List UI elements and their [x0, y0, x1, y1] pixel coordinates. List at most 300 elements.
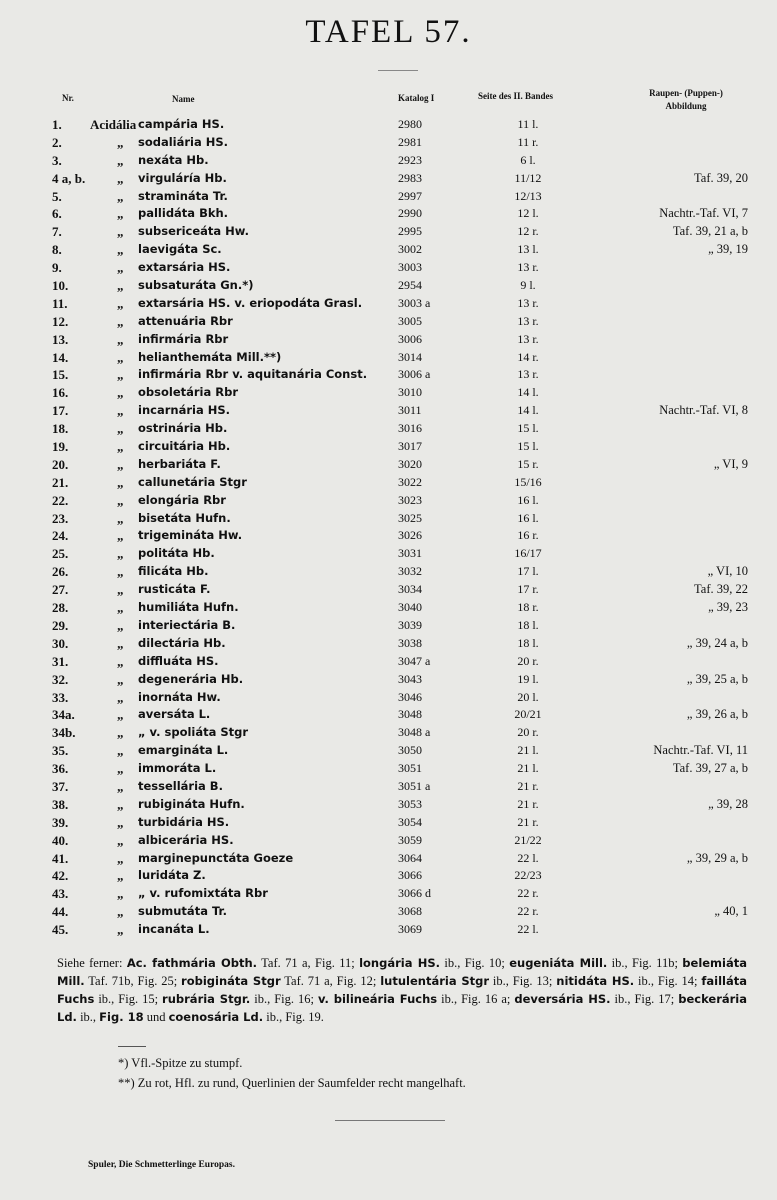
row-species: degenerária Hb. [138, 671, 244, 686]
row-seite: 20 r. [517, 653, 539, 668]
row-species: inornáta Hw. [138, 689, 221, 704]
row-number: 24. [52, 528, 69, 544]
column-header-katalog: Katalog I [398, 93, 435, 103]
row-seite: 21 r. [517, 814, 539, 829]
row-ditto-mark: „ [117, 546, 124, 562]
row-raupen: „ 39, 19 [708, 242, 748, 257]
row-ditto-mark: „ [117, 850, 124, 866]
row-ditto-mark: „ [117, 349, 124, 365]
row-ditto-mark: „ [117, 778, 124, 794]
row-species: subsericeáta Hw. [138, 224, 250, 239]
row-katalog: 3051 [398, 761, 422, 776]
row-katalog: 3003 a [398, 295, 431, 310]
row-genus: Acidália [90, 117, 137, 132]
row-ditto-mark: „ [117, 922, 124, 938]
row-seite: 14 l. [517, 385, 539, 400]
row-ditto-mark: „ [117, 403, 124, 419]
row-number: 34b. [52, 725, 76, 741]
row-number: 44. [52, 904, 69, 920]
row-seite: 6 l. [520, 152, 536, 167]
row-katalog: 3069 [398, 922, 422, 937]
row-raupen: Taf. 39, 21 a, b [672, 224, 748, 239]
row-ditto-mark: „ [117, 725, 124, 741]
row-species: filicáta Hb. [138, 564, 209, 579]
see-also-text: ib., Fig. 16; [250, 992, 318, 1006]
table-row [0, 438, 777, 456]
row-species: incarnária HS. [138, 403, 230, 418]
table-row [0, 545, 777, 563]
row-raupen: Nachtr.-Taf. VI, 7 [659, 206, 748, 221]
row-katalog: 3034 [398, 582, 422, 597]
row-number: 19. [52, 439, 69, 455]
row-raupen: „ 39, 24 a, b [686, 635, 748, 650]
row-ditto-mark: „ [117, 635, 124, 651]
row-ditto-mark: „ [117, 814, 124, 830]
row-katalog: 2954 [398, 278, 422, 293]
row-raupen: „ 39, 23 [708, 600, 748, 615]
row-number: 16. [52, 385, 69, 401]
row-seite: 20/21 [514, 707, 542, 722]
row-raupen: „ 40, 1 [714, 904, 748, 919]
table-row [0, 814, 777, 832]
row-number: 36. [52, 761, 69, 777]
column-header-seite: Seite des II. Bandes [478, 91, 554, 101]
row-seite: 12/13 [514, 188, 542, 203]
row-katalog: 3039 [398, 617, 422, 632]
row-number: 33. [52, 689, 69, 705]
row-katalog: 3011 [398, 403, 422, 418]
see-also-species: longária HS. [359, 956, 440, 970]
see-also-species: coenosária Ld. [168, 1010, 264, 1024]
row-ditto-mark: „ [117, 904, 124, 920]
row-number: 9. [52, 260, 62, 276]
row-seite: 17 r. [517, 582, 539, 597]
row-seite: 12 l. [517, 206, 539, 221]
table-row [0, 671, 777, 689]
row-number: 17. [52, 403, 69, 419]
table-row [0, 742, 777, 760]
row-katalog: 3064 [398, 850, 422, 865]
row-katalog: 3053 [398, 796, 422, 811]
row-katalog: 3020 [398, 456, 422, 471]
row-species: turbidária HS. [138, 814, 230, 829]
row-species: emargináta L. [138, 743, 229, 758]
row-raupen: „ 39, 29 a, b [686, 850, 748, 865]
row-species: nexáta Hb. [138, 152, 209, 167]
row-species: ostrinária Hb. [138, 421, 228, 436]
row-number: 5. [52, 188, 62, 204]
row-seite: 13 r. [517, 331, 539, 346]
row-seite: 20 r. [517, 725, 539, 740]
row-ditto-mark: „ [117, 439, 124, 455]
row-species: humiliáta Hufn. [138, 600, 239, 615]
row-seite: 13 r. [517, 313, 539, 328]
row-ditto-mark: „ [117, 421, 124, 437]
row-number: 14. [52, 349, 69, 365]
row-seite: 16/17 [514, 546, 542, 561]
column-header-nr: Nr. [62, 93, 74, 103]
table-row [0, 116, 777, 134]
row-number: 31. [52, 653, 69, 669]
row-ditto-mark: „ [117, 474, 124, 490]
row-species: elongária Rbr [138, 492, 226, 507]
row-number: 3. [52, 152, 62, 168]
table-row [0, 724, 777, 742]
row-seite: 15 l. [517, 439, 539, 454]
row-number: 1. [52, 117, 62, 132]
column-header-raupen-line1: Raupen- (Puppen-) [649, 88, 723, 98]
row-number: 20. [52, 456, 69, 472]
see-also-text: ib., Fig. 17; [610, 992, 679, 1006]
table-row [0, 850, 777, 868]
see-also-species: beckerária Ld. [57, 992, 748, 1024]
row-seite: 11 l. [517, 117, 539, 131]
row-number: 39. [52, 814, 69, 830]
table-row [0, 241, 777, 259]
row-species: interiectária B. [138, 617, 236, 632]
row-ditto-mark: „ [117, 582, 124, 598]
row-species: campária HS. [138, 117, 225, 131]
row-species: tessellária B. [138, 778, 223, 793]
row-ditto-mark: „ [117, 242, 124, 258]
row-katalog: 2981 [398, 134, 422, 149]
row-species: rubigináta Hufn. [138, 796, 245, 811]
row-ditto-mark: „ [117, 224, 124, 240]
row-katalog: 3047 a [398, 653, 431, 668]
table-row [0, 510, 777, 528]
row-species: submutáta Tr. [138, 904, 227, 919]
row-species: bisetáta Hufn. [138, 510, 231, 525]
see-also-species: eugeniáta Mill. [509, 956, 608, 970]
table-row [0, 259, 777, 277]
row-ditto-mark: „ [117, 761, 124, 777]
table-row [0, 867, 777, 885]
row-ditto-mark: „ [117, 278, 124, 294]
table-row [0, 295, 777, 313]
row-katalog: 3031 [398, 546, 422, 561]
row-seite: 22 l. [517, 850, 539, 865]
table-row [0, 152, 777, 170]
row-seite: 15/16 [514, 474, 542, 489]
row-ditto-mark: „ [117, 456, 124, 472]
row-raupen: „ VI, 10 [707, 564, 748, 579]
row-species: helianthemáta Mill.**) [138, 349, 282, 364]
table-row [0, 366, 777, 384]
row-seite: 20 l. [517, 689, 539, 704]
row-seite: 13 r. [517, 295, 539, 310]
table-row [0, 903, 777, 921]
row-seite: 21 r. [517, 796, 539, 811]
row-ditto-mark: „ [117, 528, 124, 544]
row-species: marginepunctáta Goeze [138, 850, 294, 865]
row-number: 28. [52, 600, 69, 616]
row-number: 13. [52, 331, 69, 347]
see-also-text: ib., Fig. 15; [94, 992, 163, 1006]
row-katalog: 2923 [398, 152, 422, 167]
row-number: 42. [52, 868, 69, 884]
table-row [0, 402, 777, 420]
row-species: luridáta Z. [138, 868, 206, 883]
row-number: 25. [52, 546, 69, 562]
row-seite: 22 l. [517, 922, 539, 937]
row-ditto-mark: „ [117, 707, 124, 723]
table-row [0, 760, 777, 778]
row-seite: 16 l. [517, 492, 539, 507]
row-katalog: 3003 [398, 260, 422, 275]
row-seite: 16 l. [517, 510, 539, 525]
row-number: 23. [52, 510, 69, 526]
row-ditto-mark: „ [117, 510, 124, 526]
table-row [0, 885, 777, 903]
row-katalog: 3006 [398, 331, 422, 346]
row-number: 15. [52, 367, 69, 383]
row-number: 27. [52, 582, 69, 598]
table-row [0, 492, 777, 510]
row-raupen: Nachtr.-Taf. VI, 11 [653, 743, 748, 758]
table-row [0, 796, 777, 814]
see-also-species: belemiáta Mill. [57, 956, 747, 988]
row-katalog: 3066 [398, 868, 422, 883]
row-species: diffluáta HS. [138, 653, 219, 668]
row-katalog: 3046 [398, 689, 422, 704]
table-row [0, 617, 777, 635]
row-katalog: 3040 [398, 600, 422, 615]
row-seite: 11 r. [517, 134, 539, 149]
row-ditto-mark: „ [117, 260, 124, 276]
row-species: laevigáta Sc. [138, 242, 222, 257]
table-row [0, 456, 777, 474]
row-raupen: „ 39, 26 a, b [686, 707, 748, 722]
row-katalog: 2995 [398, 224, 422, 239]
see-also-species: v. bilineária Fuchs [317, 992, 438, 1006]
row-katalog: 3032 [398, 564, 422, 579]
row-ditto-mark: „ [117, 796, 124, 812]
see-also-text: Taf. 71b, Fig. 25; [84, 974, 182, 988]
row-number: 38. [52, 796, 69, 812]
row-species: aversáta L. [138, 707, 211, 722]
row-katalog: 3051 a [398, 778, 431, 793]
row-number: 35. [52, 743, 69, 759]
table-row [0, 349, 777, 367]
row-ditto-mark: „ [117, 868, 124, 884]
see-also-text: ib., Fig. 11b; [607, 956, 683, 970]
see-also-species: lutulentária Stgr [380, 974, 490, 988]
row-ditto-mark: „ [117, 653, 124, 669]
row-katalog: 3048 [398, 707, 422, 722]
row-raupen: Taf. 39, 27 a, b [672, 761, 748, 776]
row-katalog: 2980 [398, 117, 422, 131]
row-seite: 21 l. [517, 743, 539, 758]
row-species: rusticáta F. [138, 582, 211, 597]
row-species: extarsária HS. [138, 260, 231, 275]
row-seite: 18 r. [517, 600, 539, 615]
row-number: 45. [52, 922, 69, 938]
row-katalog: 3022 [398, 474, 422, 489]
table-row [0, 384, 777, 402]
row-species: attenuária Rbr [138, 313, 233, 328]
row-raupen: Taf. 39, 20 [694, 170, 748, 185]
row-number: 11. [52, 295, 68, 311]
row-number: 4 a, b. [52, 170, 86, 186]
row-number: 21. [52, 474, 69, 490]
see-also-text: ib., Fig. 10; [440, 956, 510, 970]
row-seite: 13 r. [517, 367, 539, 382]
row-ditto-mark: „ [117, 671, 124, 687]
see-also-text: Taf. 71 a, Fig. 12; [280, 974, 381, 988]
table-row [0, 689, 777, 707]
row-number: 2. [52, 134, 62, 150]
table-row [0, 706, 777, 724]
row-ditto-mark: „ [117, 134, 124, 150]
row-katalog: 3010 [398, 385, 422, 400]
row-species: sodaliária HS. [138, 134, 229, 149]
table-row [0, 581, 777, 599]
row-ditto-mark: „ [117, 188, 124, 204]
row-seite: 9 l. [520, 278, 536, 293]
table-row [0, 474, 777, 492]
see-also-species: nitidáta HS. [556, 974, 635, 988]
row-seite: 13 r. [517, 260, 539, 275]
row-ditto-mark: „ [117, 170, 124, 186]
table-row [0, 921, 777, 939]
row-seite: 21/22 [514, 832, 542, 847]
row-katalog: 2997 [398, 188, 422, 203]
table-row [0, 188, 777, 206]
table-row [0, 170, 777, 188]
row-number: 26. [52, 564, 69, 580]
see-also-text: und [143, 1010, 169, 1024]
row-ditto-mark: „ [117, 832, 124, 848]
row-species: „ v. rufomixtáta Rbr [138, 886, 268, 901]
see-also-text: ib., Fig. 14; [634, 974, 702, 988]
row-katalog: 2990 [398, 206, 422, 221]
row-katalog: 2983 [398, 170, 422, 185]
row-number: 22. [52, 492, 69, 508]
column-header-raupen-line2: Abbildung [665, 101, 707, 111]
row-katalog: 3023 [398, 492, 422, 507]
column-header-name: Name [172, 94, 195, 104]
row-species: pallidáta Bkh. [138, 206, 229, 221]
row-seite: 19 l. [517, 671, 539, 686]
row-number: 18. [52, 421, 69, 437]
row-species: immoráta L. [138, 761, 217, 776]
see-also-text: Taf. 71 a, Fig. 11; [257, 956, 360, 970]
row-species: dilectária Hb. [138, 635, 226, 650]
page-footer: Spuler, Die Schmetterlinge Europas. [88, 1160, 235, 1170]
see-also-text: ib., [76, 1010, 100, 1024]
table-row [0, 599, 777, 617]
table-row [0, 134, 777, 152]
row-number: 12. [52, 313, 69, 329]
table-row [0, 527, 777, 545]
row-ditto-mark: „ [117, 743, 124, 759]
table-row [0, 635, 777, 653]
row-ditto-mark: „ [117, 367, 124, 383]
row-ditto-mark: „ [117, 886, 124, 902]
row-species: circuitária Hb. [138, 439, 231, 454]
see-also-species: deversária HS. [514, 992, 611, 1006]
row-seite: 11/12 [514, 170, 542, 185]
row-number: 10. [52, 278, 69, 294]
footnote-divider [118, 1046, 146, 1047]
row-number: 41. [52, 850, 69, 866]
end-divider [335, 1120, 445, 1121]
row-katalog: 3038 [398, 635, 422, 650]
see-also-species: rubrária Stgr. [162, 992, 251, 1006]
row-seite: 15 l. [517, 421, 539, 436]
row-species: herbariáta F. [138, 456, 221, 471]
row-seite: 14 r. [517, 349, 539, 364]
footnote-2: **) Zu rot, Hfl. zu rund, Querlinien der Saumfelder recht mangelhaft. [118, 1076, 466, 1090]
row-katalog: 3026 [398, 528, 422, 543]
see-also-species: Ac. fathmária Obth. [126, 956, 258, 970]
row-seite: 18 l. [517, 617, 539, 632]
row-species: incanáta L. [138, 922, 210, 937]
row-katalog: 3025 [398, 510, 422, 525]
row-species: stramináta Tr. [138, 188, 228, 203]
see-also-text: ib., Fig. 16 a; [437, 992, 515, 1006]
row-species: infirmária Rbr [138, 331, 229, 346]
row-species: trigemináta Hw. [138, 528, 243, 543]
row-seite: 18 l. [517, 635, 539, 650]
column-header-raupen [626, 87, 746, 113]
footnote-1: *) Vfl.-Spitze zu stumpf. [118, 1056, 243, 1070]
row-species: „ v. spoliáta Stgr [138, 725, 249, 740]
row-number: 8. [52, 242, 62, 258]
page-title: TAFEL 57. [305, 14, 472, 50]
row-species: politáta Hb. [138, 546, 215, 561]
row-ditto-mark: „ [117, 689, 124, 705]
row-ditto-mark: „ [117, 313, 124, 329]
row-number: 43. [52, 886, 69, 902]
row-seite: 21 r. [517, 778, 539, 793]
row-ditto-mark: „ [117, 600, 124, 616]
row-ditto-mark: „ [117, 617, 124, 633]
row-number: 6. [52, 206, 62, 222]
table-row [0, 223, 777, 241]
title-divider [378, 70, 418, 71]
row-number: 34a. [52, 707, 75, 723]
table-row [0, 563, 777, 581]
table-row [0, 205, 777, 223]
see-also-text: Siehe ferner: [57, 956, 127, 970]
row-species: albicerária HS. [138, 832, 234, 847]
row-species: virguláría Hb. [138, 170, 227, 185]
row-seite: 22 r. [517, 886, 539, 901]
row-raupen: Nachtr.-Taf. VI, 8 [659, 403, 748, 418]
see-also-species: failláta Fuchs [57, 974, 748, 1006]
row-ditto-mark: „ [117, 206, 124, 222]
row-species: obsoletária Rbr [138, 385, 239, 400]
row-katalog: 3050 [398, 743, 422, 758]
row-number: 7. [52, 224, 62, 240]
row-katalog: 3005 [398, 313, 422, 328]
row-species: infirmária Rbr v. aquitanária Const. [138, 367, 368, 382]
row-number: 32. [52, 671, 69, 687]
see-also-species: Fig. 18 [99, 1010, 144, 1024]
row-katalog: 3043 [398, 671, 422, 686]
row-number: 40. [52, 832, 69, 848]
row-katalog: 3002 [398, 242, 422, 257]
row-ditto-mark: „ [117, 331, 124, 347]
row-seite: 12 r. [517, 224, 539, 239]
table-row [0, 420, 777, 438]
row-katalog: 3017 [398, 439, 422, 454]
row-ditto-mark: „ [117, 152, 124, 168]
see-also-text: ib., Fig. 19. [263, 1010, 324, 1024]
row-seite: 22 r. [517, 904, 539, 919]
row-katalog: 3068 [398, 904, 422, 919]
